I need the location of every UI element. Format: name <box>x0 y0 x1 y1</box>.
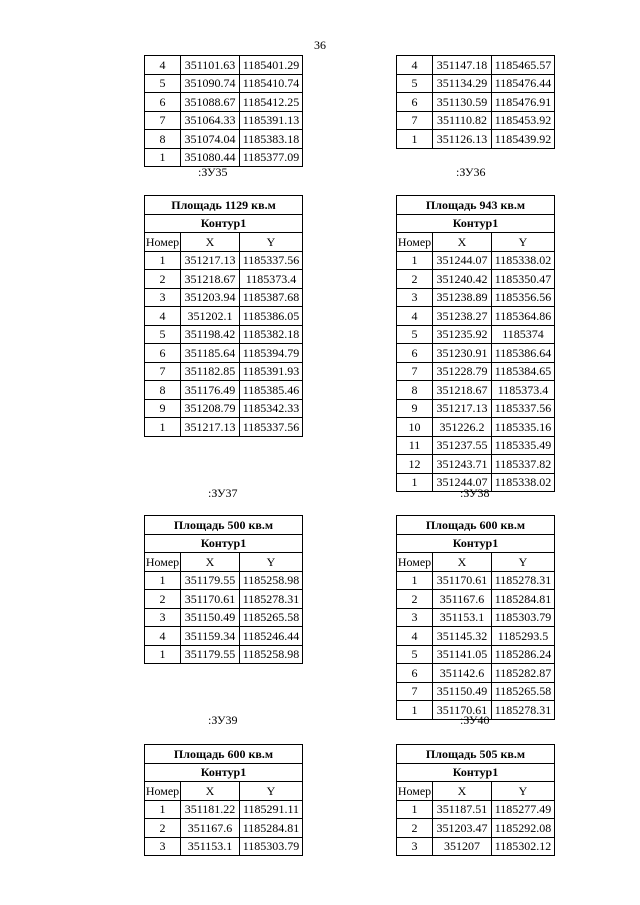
coord-y: 1185374 <box>492 325 555 344</box>
point-number: 1 <box>397 251 433 270</box>
coord-x: 351238.27 <box>433 307 492 326</box>
table-row <box>397 362 555 381</box>
table-row <box>397 74 555 93</box>
coord-block-zu38 <box>396 515 555 720</box>
table-row <box>397 664 555 683</box>
coord-x: 351238.89 <box>433 288 492 307</box>
coord-x: 351088.67 <box>181 93 240 112</box>
table-row <box>397 399 555 418</box>
coord-x: 351153.1 <box>433 608 492 627</box>
col-header-y: Y <box>492 233 555 252</box>
coord-table <box>396 744 555 856</box>
area-header: Площадь 1129 кв.м <box>145 196 303 215</box>
point-number: 5 <box>397 325 433 344</box>
col-header-number: Номер <box>145 553 181 572</box>
table-row <box>397 270 555 289</box>
point-number: 6 <box>145 344 181 363</box>
coord-block-cont-right <box>396 55 555 149</box>
point-number: 10 <box>397 418 433 437</box>
col-header-x: X <box>433 553 492 572</box>
coord-y: 1185286.24 <box>492 645 555 664</box>
coord-y: 1185364.86 <box>492 307 555 326</box>
table-row <box>145 418 303 437</box>
coord-x: 351218.67 <box>181 270 240 289</box>
point-number: 5 <box>397 645 433 664</box>
coord-y: 1185337.56 <box>492 399 555 418</box>
table-row <box>145 399 303 418</box>
coord-x: 351217.13 <box>181 418 240 437</box>
col-header-y: Y <box>240 233 303 252</box>
coord-x: 351126.13 <box>433 130 492 149</box>
coord-y: 1185335.16 <box>492 418 555 437</box>
col-header-y: Y <box>492 553 555 572</box>
table-row <box>397 251 555 270</box>
coord-x: 351203.94 <box>181 288 240 307</box>
point-number: 2 <box>145 270 181 289</box>
point-number: 2 <box>145 819 181 838</box>
point-number: 11 <box>397 436 433 455</box>
coord-x: 351110.82 <box>433 111 492 130</box>
coord-y: 1185439.92 <box>492 130 555 149</box>
point-number: 5 <box>145 74 181 93</box>
point-number: 1 <box>145 148 181 167</box>
point-number: 6 <box>397 664 433 683</box>
table-row <box>397 608 555 627</box>
coord-x: 351101.63 <box>181 56 240 75</box>
col-header-y: Y <box>240 553 303 572</box>
coord-y: 1185335.49 <box>492 436 555 455</box>
coord-y: 1185291.11 <box>240 800 303 819</box>
coord-x: 351198.42 <box>181 325 240 344</box>
coord-x: 351145.32 <box>433 627 492 646</box>
contour-header: Контур1 <box>145 763 303 782</box>
coord-x: 351074.04 <box>181 130 240 149</box>
table-row <box>145 627 303 646</box>
table-row <box>145 74 303 93</box>
coord-block-zu36 <box>396 195 555 492</box>
coord-x: 351182.85 <box>181 362 240 381</box>
table-row <box>397 325 555 344</box>
table-row <box>145 800 303 819</box>
point-number: 4 <box>397 307 433 326</box>
area-header: Площадь 505 кв.м <box>397 745 555 764</box>
coord-table <box>396 195 555 492</box>
table-row <box>145 362 303 381</box>
table-row <box>145 93 303 112</box>
table-row <box>145 111 303 130</box>
table-row <box>397 682 555 701</box>
coord-x: 351141.05 <box>433 645 492 664</box>
coord-x: 351235.92 <box>433 325 492 344</box>
coord-y: 1185302.12 <box>492 837 555 856</box>
coord-y: 1185337.56 <box>240 418 303 437</box>
coord-y: 1185246.44 <box>240 627 303 646</box>
coord-x: 351170.61 <box>181 590 240 609</box>
col-header-number: Номер <box>397 782 433 801</box>
coord-x: 351130.59 <box>433 93 492 112</box>
col-header-number: Номер <box>145 233 181 252</box>
table-row <box>397 645 555 664</box>
page-number: 36 <box>314 38 326 52</box>
point-number: 7 <box>397 362 433 381</box>
point-number: 2 <box>397 270 433 289</box>
coord-x: 351170.61 <box>433 701 492 720</box>
coord-y: 1185384.65 <box>492 362 555 381</box>
point-number: 1 <box>397 800 433 819</box>
table-row <box>145 645 303 664</box>
table-row <box>145 148 303 167</box>
coord-x: 351167.6 <box>181 819 240 838</box>
table-row <box>145 837 303 856</box>
coord-x: 351179.55 <box>181 645 240 664</box>
coord-x: 351170.61 <box>433 571 492 590</box>
table-row <box>397 571 555 590</box>
coord-x: 351167.6 <box>433 590 492 609</box>
coord-y: 1185292.08 <box>492 819 555 838</box>
coord-y: 1185453.92 <box>492 111 555 130</box>
coord-y: 1185410.74 <box>240 74 303 93</box>
col-header-number: Номер <box>145 782 181 801</box>
coord-x: 351185.64 <box>181 344 240 363</box>
table-row <box>145 251 303 270</box>
coord-y: 1185386.05 <box>240 307 303 326</box>
coord-y: 1185278.31 <box>492 571 555 590</box>
table-row <box>145 288 303 307</box>
table-row <box>145 307 303 326</box>
table-row <box>397 130 555 149</box>
point-number: 1 <box>145 251 181 270</box>
plot-label: :ЗУ38 <box>460 486 490 500</box>
table-row <box>397 307 555 326</box>
area-header: Площадь 600 кв.м <box>145 745 303 764</box>
coord-y: 1185465.57 <box>492 56 555 75</box>
coord-x: 351090.74 <box>181 74 240 93</box>
point-number: 7 <box>145 362 181 381</box>
coord-x: 351237.55 <box>433 436 492 455</box>
table-row <box>145 381 303 400</box>
plot-label: :ЗУ39 <box>208 713 238 727</box>
coord-table <box>396 55 555 149</box>
coord-table <box>144 195 303 437</box>
point-number: 3 <box>145 288 181 307</box>
coord-y: 1185382.18 <box>240 325 303 344</box>
area-header: Площадь 500 кв.м <box>145 516 303 535</box>
contour-header: Контур1 <box>397 534 555 553</box>
table-row <box>145 608 303 627</box>
point-number: 1 <box>145 418 181 437</box>
col-header-x: X <box>433 782 492 801</box>
point-number: 8 <box>397 381 433 400</box>
plot-label: :ЗУ40 <box>460 713 490 727</box>
coord-x: 351159.34 <box>181 627 240 646</box>
coord-y: 1185258.98 <box>240 645 303 664</box>
point-number: 6 <box>397 93 433 112</box>
point-number: 1 <box>397 701 433 720</box>
table-row <box>145 325 303 344</box>
coord-x: 351243.71 <box>433 455 492 474</box>
point-number: 4 <box>145 627 181 646</box>
coord-y: 1185342.33 <box>240 399 303 418</box>
coord-block-zu37 <box>144 515 303 664</box>
col-header-y: Y <box>492 782 555 801</box>
coord-block-zu35 <box>144 195 303 437</box>
coord-y: 1185476.91 <box>492 93 555 112</box>
table-row <box>397 800 555 819</box>
col-header-number: Номер <box>397 553 433 572</box>
point-number: 1 <box>397 130 433 149</box>
table-row <box>145 270 303 289</box>
coord-y: 1185386.64 <box>492 344 555 363</box>
coord-x: 351142.6 <box>433 664 492 683</box>
point-number: 3 <box>397 608 433 627</box>
coord-x: 351207 <box>433 837 492 856</box>
point-number: 1 <box>397 473 433 492</box>
point-number: 12 <box>397 455 433 474</box>
coord-y: 1185350.47 <box>492 270 555 289</box>
contour-header: Контур1 <box>145 534 303 553</box>
coord-y: 1185373.4 <box>240 270 303 289</box>
col-header-y: Y <box>240 782 303 801</box>
point-number: 6 <box>145 93 181 112</box>
col-header-x: X <box>181 782 240 801</box>
coord-x: 351150.49 <box>181 608 240 627</box>
point-number: 1 <box>145 571 181 590</box>
coord-y: 1185284.81 <box>492 590 555 609</box>
table-row <box>145 819 303 838</box>
table-row <box>145 344 303 363</box>
coord-y: 1185338.02 <box>492 473 555 492</box>
point-number: 3 <box>397 837 433 856</box>
coord-block-cont-left <box>144 55 303 167</box>
coord-x: 351203.47 <box>433 819 492 838</box>
coord-y: 1185337.56 <box>240 251 303 270</box>
table-row <box>397 627 555 646</box>
point-number: 4 <box>397 627 433 646</box>
table-row <box>397 288 555 307</box>
coord-x: 351244.07 <box>433 473 492 492</box>
contour-header: Контур1 <box>397 763 555 782</box>
point-number: 1 <box>145 800 181 819</box>
col-header-x: X <box>181 233 240 252</box>
area-header: Площадь 943 кв.м <box>397 196 555 215</box>
coord-y: 1185385.46 <box>240 381 303 400</box>
point-number: 3 <box>397 288 433 307</box>
coord-x: 351080.44 <box>181 148 240 167</box>
coord-x: 351217.13 <box>181 251 240 270</box>
coord-y: 1185338.02 <box>492 251 555 270</box>
coord-x: 351230.91 <box>433 344 492 363</box>
point-number: 1 <box>145 645 181 664</box>
area-header: Площадь 600 кв.м <box>397 516 555 535</box>
coord-y: 1185412.25 <box>240 93 303 112</box>
coord-x: 351208.79 <box>181 399 240 418</box>
coord-x: 351202.1 <box>181 307 240 326</box>
coord-y: 1185391.93 <box>240 362 303 381</box>
point-number: 3 <box>145 837 181 856</box>
plot-label: :ЗУ35 <box>198 165 228 179</box>
table-row <box>397 455 555 474</box>
coord-y: 1185303.79 <box>492 608 555 627</box>
coord-x: 351179.55 <box>181 571 240 590</box>
col-header-x: X <box>181 553 240 572</box>
plot-label: :ЗУ36 <box>456 165 486 179</box>
table-row <box>397 111 555 130</box>
coord-x: 351226.2 <box>433 418 492 437</box>
table-row <box>397 837 555 856</box>
coord-table <box>144 55 303 167</box>
coord-y: 1185377.09 <box>240 148 303 167</box>
point-number: 1 <box>397 571 433 590</box>
coord-x: 351228.79 <box>433 362 492 381</box>
coord-block-zu39 <box>144 744 303 856</box>
coord-y: 1185387.68 <box>240 288 303 307</box>
coord-table <box>144 744 303 856</box>
table-row <box>145 130 303 149</box>
coord-x: 351134.29 <box>433 74 492 93</box>
coord-x: 351244.07 <box>433 251 492 270</box>
coord-y: 1185265.58 <box>492 682 555 701</box>
point-number: 3 <box>145 608 181 627</box>
coord-y: 1185373.4 <box>492 381 555 400</box>
coord-y: 1185265.58 <box>240 608 303 627</box>
point-number: 8 <box>145 130 181 149</box>
coord-x: 351240.42 <box>433 270 492 289</box>
point-number: 6 <box>397 344 433 363</box>
coord-x: 351176.49 <box>181 381 240 400</box>
table-row <box>397 418 555 437</box>
table-row <box>397 56 555 75</box>
contour-header: Контур1 <box>397 214 555 233</box>
coord-x: 351150.49 <box>433 682 492 701</box>
table-row <box>397 381 555 400</box>
coord-y: 1185277.49 <box>492 800 555 819</box>
contour-header: Контур1 <box>145 214 303 233</box>
coord-y: 1185476.44 <box>492 74 555 93</box>
point-number: 8 <box>145 381 181 400</box>
coord-y: 1185258.98 <box>240 571 303 590</box>
coord-x: 351181.22 <box>181 800 240 819</box>
coord-y: 1185293.5 <box>492 627 555 646</box>
table-row <box>397 436 555 455</box>
coord-y: 1185303.79 <box>240 837 303 856</box>
col-header-x: X <box>433 233 492 252</box>
coord-x: 351217.13 <box>433 399 492 418</box>
coord-block-zu40 <box>396 744 555 856</box>
coord-x: 351147.18 <box>433 56 492 75</box>
coord-y: 1185391.13 <box>240 111 303 130</box>
point-number: 7 <box>397 682 433 701</box>
point-number: 5 <box>397 74 433 93</box>
coord-table <box>144 515 303 664</box>
table-row <box>145 590 303 609</box>
coord-y: 1185394.79 <box>240 344 303 363</box>
coord-x: 351064.33 <box>181 111 240 130</box>
col-header-number: Номер <box>397 233 433 252</box>
coord-y: 1185278.31 <box>240 590 303 609</box>
point-number: 7 <box>397 111 433 130</box>
table-row <box>397 344 555 363</box>
point-number: 2 <box>397 590 433 609</box>
table-row <box>397 819 555 838</box>
coord-y: 1185401.29 <box>240 56 303 75</box>
coord-y: 1185282.87 <box>492 664 555 683</box>
plot-label: :ЗУ37 <box>208 486 238 500</box>
point-number: 2 <box>397 819 433 838</box>
coord-y: 1185337.82 <box>492 455 555 474</box>
coord-y: 1185383.18 <box>240 130 303 149</box>
point-number: 4 <box>145 307 181 326</box>
coord-x: 351187.51 <box>433 800 492 819</box>
point-number: 9 <box>397 399 433 418</box>
point-number: 4 <box>145 56 181 75</box>
point-number: 5 <box>145 325 181 344</box>
point-number: 7 <box>145 111 181 130</box>
point-number: 4 <box>397 56 433 75</box>
point-number: 9 <box>145 399 181 418</box>
coord-y: 1185356.56 <box>492 288 555 307</box>
coord-y: 1185278.31 <box>492 701 555 720</box>
table-row <box>397 590 555 609</box>
table-row <box>397 93 555 112</box>
table-row <box>145 571 303 590</box>
table-row <box>145 56 303 75</box>
point-number: 2 <box>145 590 181 609</box>
coord-x: 351153.1 <box>181 837 240 856</box>
coord-x: 351218.67 <box>433 381 492 400</box>
coord-table <box>396 515 555 720</box>
coord-y: 1185284.81 <box>240 819 303 838</box>
